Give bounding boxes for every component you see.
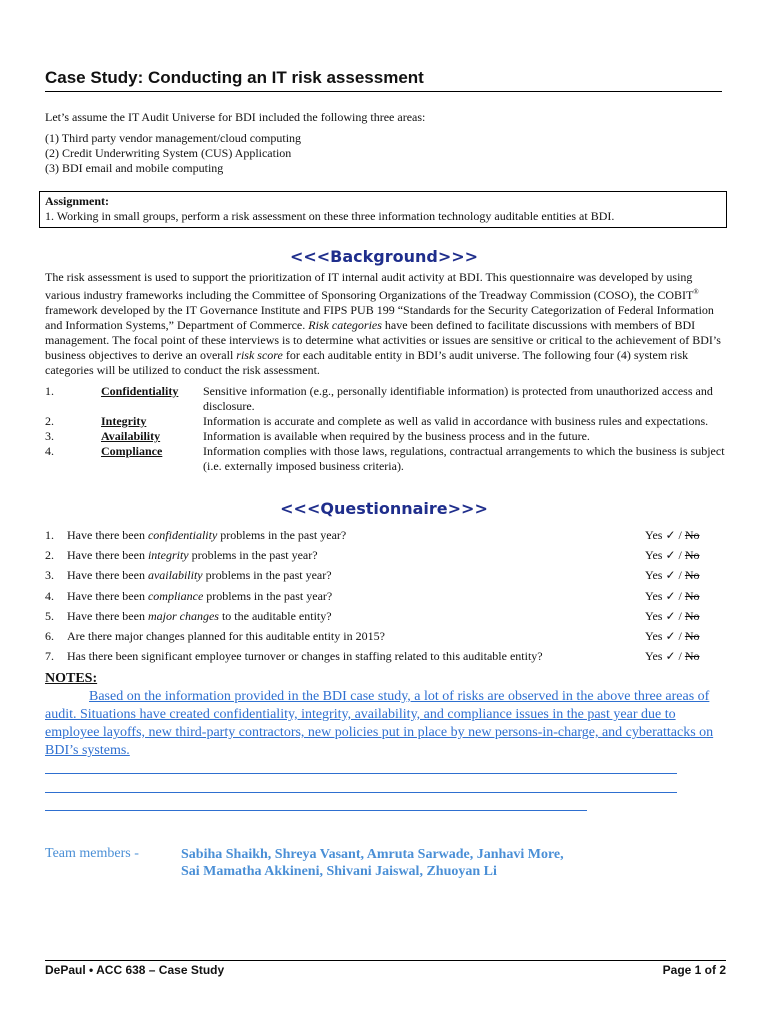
audit-areas-list: [45, 131, 301, 176]
footer-divider: [45, 960, 726, 961]
blank-answer-line: [45, 773, 677, 774]
questionnaire-list: [45, 528, 725, 669]
question-number: 1.: [45, 528, 54, 542]
question-row: [45, 528, 725, 548]
risk-category-name: Confidentiality: [101, 384, 179, 398]
question-row: [45, 629, 725, 649]
answer-yes-no[interactable]: Yes ✓ / No: [645, 568, 700, 583]
question-number: 3.: [45, 568, 54, 583]
risk-category-row: 3. Availability Information is available when required by the business process and in the future.: [45, 429, 590, 443]
notes-text[interactable]: Based on the information provided in the BDI case study, a lot of risks are observed in the above three areas of audit. Situations have created confidentiality, integrity, availability, and compliance issues in the past year due to employee layoffs, new third-party contractors, new policies put in place by new persons-in-charge, and cyberattacks on BDI’s systems.: [45, 689, 714, 758]
question-number: 4.: [45, 588, 54, 603]
assignment-item: 1. Working in small groups, perform a risk assessment on these three information technology auditable entities at BDI.: [45, 209, 615, 223]
question-text: Have there been integrity problems in the past year?: [67, 548, 318, 563]
question-text: Are there major changes planned for this auditable entity in 2015?: [67, 628, 385, 643]
risk-category-name: Availability: [101, 429, 161, 443]
risk-category-name: Integrity: [101, 414, 147, 428]
background-heading: <<<Background>>>: [289, 247, 479, 266]
list-item: (2) Credit Underwriting System (CUS) Application: [45, 146, 292, 160]
footer-page-number: Page 1 of 2: [662, 963, 726, 977]
blank-answer-line: [45, 792, 677, 793]
risk-category-row: 4. Compliance Information complies with those laws, regulations, contractual arrangements to which the business is subject (i.e. externally imposed business criteria).: [45, 444, 725, 473]
question-row: [45, 589, 725, 609]
blank-answer-line: [45, 810, 587, 811]
question-row: [45, 568, 725, 588]
assignment-label: Assignment:: [45, 194, 110, 208]
risk-category-list: [45, 384, 725, 474]
question-row: [45, 548, 725, 568]
question-text: Have there been availability problems in the past year?: [67, 568, 332, 583]
question-number: 2.: [45, 548, 54, 563]
team-members-names: Sabiha Shaikh, Shreya Vasant, Amruta Sarwade, Janhavi More, Sai Mamatha Akkineni, Shivani Jaiswal, Zhuoyan Li: [181, 847, 564, 879]
risk-category-row: 2. Integrity Information is accurate and complete as well as valid in accordance with business rules and expectations.: [45, 414, 709, 428]
team-members-label: Team members -: [45, 846, 139, 861]
answer-yes-no[interactable]: Yes ✓ / No: [645, 628, 700, 643]
answer-yes-no[interactable]: Yes ✓ / No: [645, 528, 700, 542]
answer-yes-no[interactable]: Yes ✓ / No: [645, 588, 700, 603]
risk-category-row: 1. Confidentiality Sensitive information (e.g., personally identifiable information) is protected from unauthorized access and disclosure.: [45, 384, 713, 413]
answer-yes-no[interactable]: Yes ✓ / No: [645, 649, 700, 664]
question-number: 5.: [45, 608, 54, 623]
list-item: (3) BDI email and mobile computing: [45, 161, 224, 175]
questionnaire-heading: <<<Questionnaire>>>: [280, 499, 488, 518]
assignment-box: [39, 191, 727, 228]
page-title: Case Study: Conducting an IT risk assessment: [45, 68, 722, 92]
notes-label: NOTES:: [45, 671, 98, 686]
question-number: 7.: [45, 649, 54, 664]
question-text: Has there been significant employee turnover or changes in staffing related to this auditable entity?: [67, 649, 543, 664]
intro-text: Let’s assume the IT Audit Universe for BDI included the following three areas:: [45, 110, 426, 124]
question-row: [45, 609, 725, 629]
list-item: (1) Third party vendor management/cloud computing: [45, 131, 302, 145]
question-text: Have there been major changes to the auditable entity?: [67, 608, 332, 623]
question-text: Have there been compliance problems in the past year?: [67, 588, 333, 603]
question-text: Have there been confidentiality problems in the past year?: [67, 528, 347, 542]
question-number: 6.: [45, 628, 54, 643]
answer-yes-no[interactable]: Yes ✓ / No: [645, 608, 700, 623]
risk-category-name: Compliance: [101, 444, 163, 458]
answer-yes-no[interactable]: Yes ✓ / No: [645, 548, 700, 563]
question-row: [45, 649, 725, 669]
background-paragraph: The risk assessment is used to support the prioritization of IT internal audit activity at BDI. This questionnaire was developed by using various industry frameworks including the Committee of Sponsoring Organizations of the Treadway Commission (COSO), the COBIT® framework developed by the IT Governance Institute and FIPS PUB 199 “Standards for the Security Categorization of Federal Information and Information Systems,” Department of Commerce. Risk categories have been defined to facilitate discussions with members of BDI management. The focal point of these interviews is to determine what activities or issues are sensitive or critical to the achievement of BDI’s business objectives to derive an overall risk score for each auditable entity in BDI’s audit universe. The following four (4) system risk categories will be utilized to conduct the risk assessment.: [45, 270, 721, 377]
footer-course: DePaul • ACC 638 – Case Study: [45, 963, 225, 977]
